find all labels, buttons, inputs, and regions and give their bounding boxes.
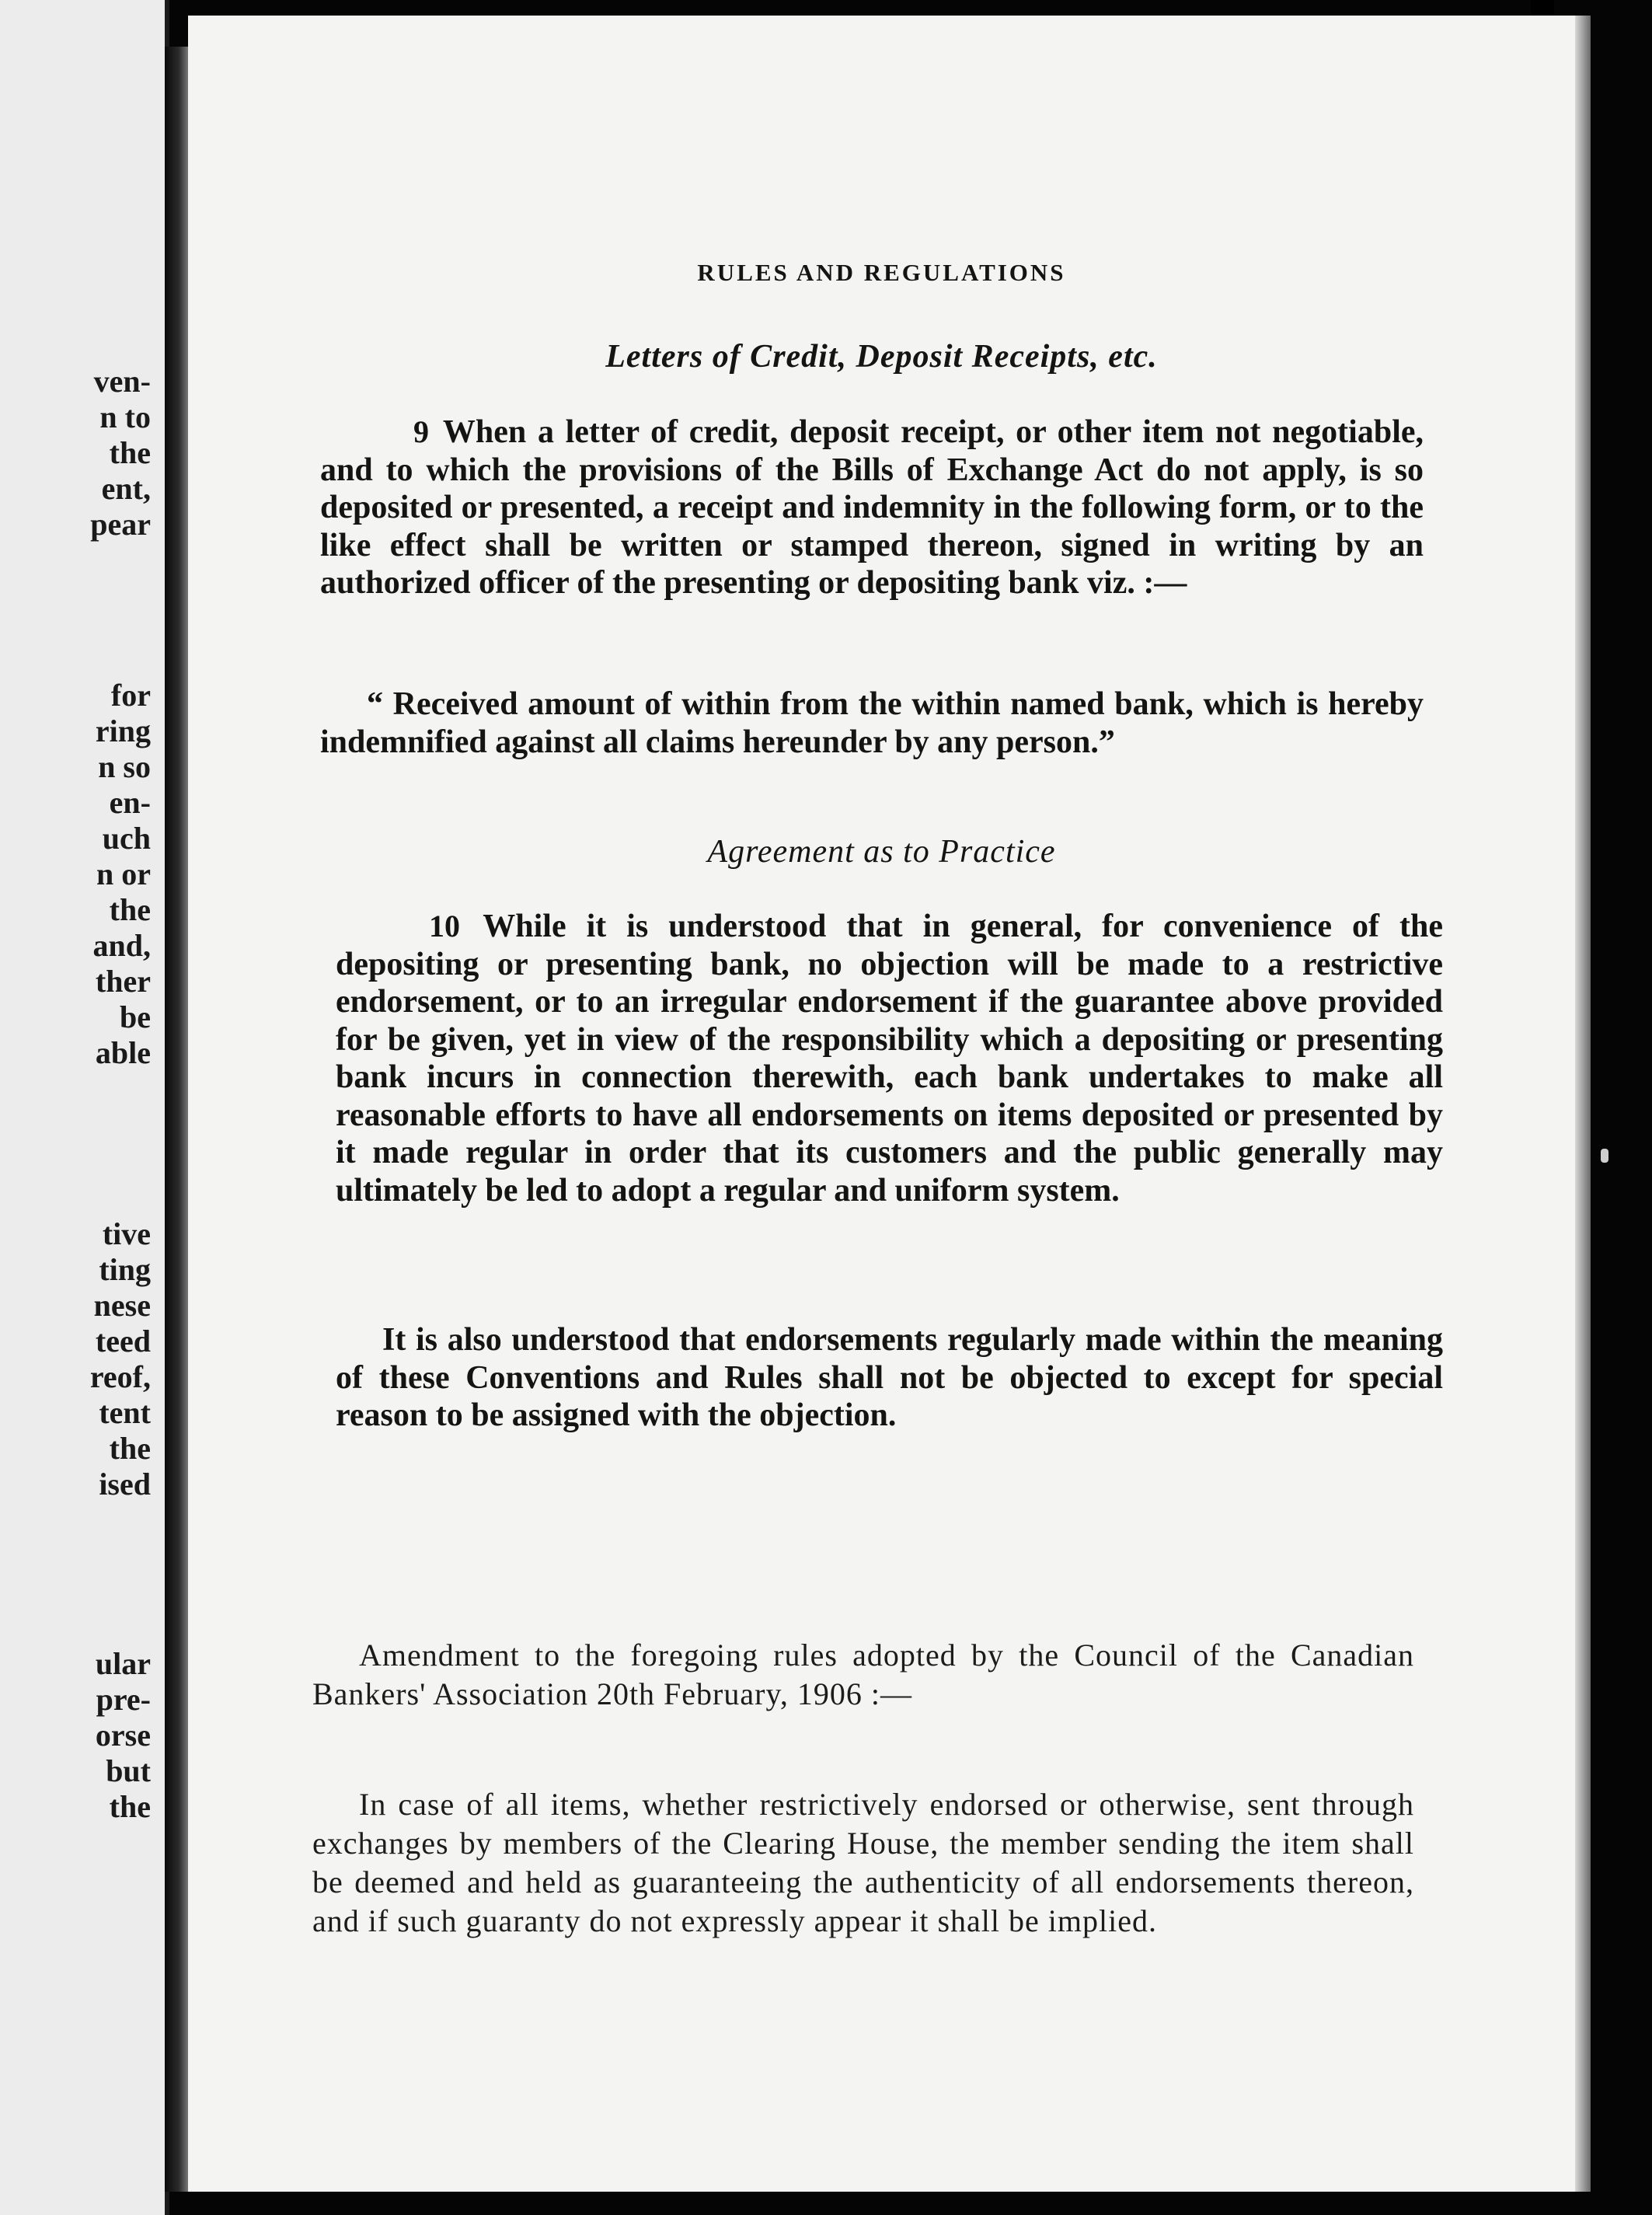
fragment-line: uch [102, 821, 151, 856]
rule-9-quote: “ Received amount of within from the within named bank, which is hereby indemnified against all claims hereunder by any person.” [320, 686, 1424, 760]
fragment-line: reof, [89, 1359, 151, 1394]
facing-page-fragment-group [90, 1216, 151, 1502]
facing-page-fragment-group [90, 364, 151, 542]
fragment-line: the [109, 1789, 151, 1824]
scan-border [1531, 0, 1554, 16]
fragment-line: ent, [101, 471, 151, 506]
page-edge [1575, 16, 1591, 2192]
running-head: RULES AND REGULATIONS [697, 259, 1066, 286]
fragment-line: orse [95, 1718, 151, 1753]
fragment-line: ring [95, 713, 151, 748]
fragment-line: the [109, 1431, 151, 1466]
fragment-line: able [95, 1035, 151, 1070]
fragment-line: ven- [93, 364, 151, 399]
rule-text: While it is understood that in general, for convenience of the depositing or presenting bank, no objection will be made to a restrictive endorsement, or to an irregular endorsement if the guarantee above provided for be given, yet in view of the responsibility which a depositing or presenting bank incurs in connection therewith, each bank undertakes to make all reasonable efforts to have all endorsements on items deposited or presented by it made regular in order that its customers and the public generally may ultimately be led to adopt a regular and uniform system. [336, 909, 1443, 1209]
fragment-line: ther [95, 964, 151, 999]
fragment-line: pear [90, 507, 151, 542]
rule-text: When a letter of credit, deposit receipt, or other item not negotiable, and to which the provisions of the Bills of Exchange Act do not apply, is so deposited or presented, a receipt and indemnity in the following form, or to the like effect shall be written or stamped thereon, signed in writing by an authorized officer of the presenting or depositing bank viz. :— [320, 414, 1424, 601]
fragment-line: en- [109, 785, 151, 820]
facing-page [0, 0, 169, 2215]
section-title-letters-of-credit: Letters of Credit, Deposit Receipts, etc. [605, 339, 1158, 375]
fragment-line: ised [99, 1467, 151, 1502]
rule-9-paragraph [320, 413, 1424, 602]
facing-page-fragment-group [93, 678, 152, 1071]
fragment-line: the [109, 435, 151, 470]
fragment-line: for [110, 678, 151, 713]
rule-number: 10 [429, 909, 460, 944]
fragment-line: n or [96, 856, 151, 891]
fragment-line: be [120, 999, 151, 1034]
amendment-intro: Amendment to the foregoing rules adopted by the Council of the Canadian Bankers' Association 20th February, 1906 :— [312, 1638, 1414, 1711]
fragment-line: n so [98, 749, 151, 784]
section-title-agreement: Agreement as to Practice [707, 834, 1056, 870]
fragment-line: ting [99, 1252, 151, 1287]
fragment-line: pre- [96, 1682, 151, 1717]
fragment-line: the [109, 892, 151, 927]
fragment-line: nese [93, 1288, 151, 1323]
facing-page-fragment-group [96, 1646, 151, 1825]
fragment-line: tive [102, 1216, 151, 1251]
rule-number: 9 [413, 414, 429, 449]
fragment-line: tent [99, 1395, 151, 1430]
book-spine [165, 47, 188, 2192]
fragment-line: but [106, 1753, 151, 1788]
scan-mark [1601, 1149, 1608, 1163]
fragment-line: ular [95, 1646, 151, 1681]
fragment-line: teed [95, 1324, 151, 1359]
fragment-line: n to [99, 399, 151, 434]
rule-10-paragraph [336, 908, 1443, 1209]
rule-10-second-paragraph: It is also understood that endorsements regularly made within the meaning of these Conventions and Rules shall not be objected to except for special reason to be assigned with the objection. [336, 1322, 1443, 1433]
fragment-line: and, [92, 928, 151, 963]
amendment-body: In case of all items, whether restrictively endorsed or otherwise, sent through exchanges by members of the Clearing House, the member sending the item shall be deemed and held as guaranteeing the authenticity of all endorsements thereon, and if such guaranty do not expressly appear it shall be implied. [312, 1787, 1414, 1938]
document-page [188, 16, 1575, 2192]
